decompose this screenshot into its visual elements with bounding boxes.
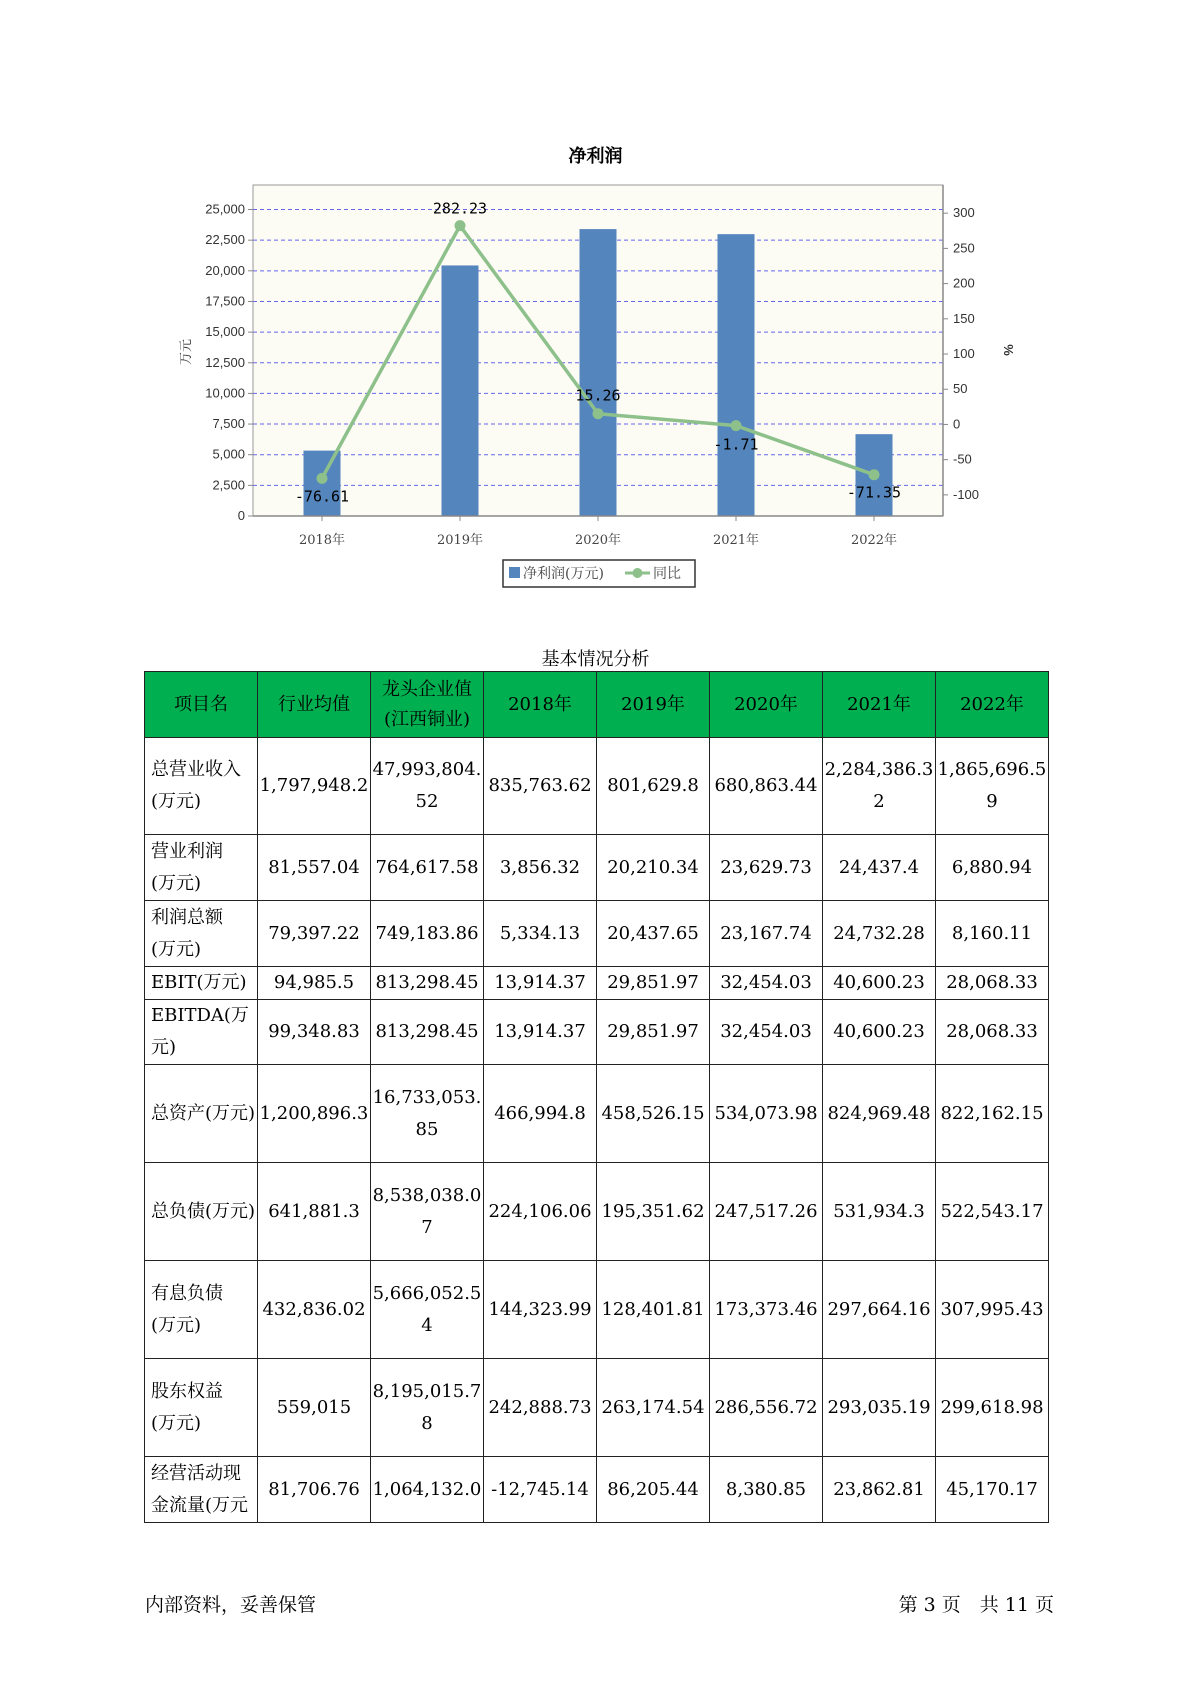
y-axis-title: 万元: [179, 338, 194, 366]
value-cell: 32,454.03: [710, 967, 823, 1000]
value-cell: 1,200,896.3: [258, 1065, 371, 1163]
y-tick-label: 5,000: [212, 446, 245, 462]
value-cell: 824,969.48: [823, 1065, 936, 1163]
y2-tick-label: 100: [953, 346, 975, 362]
value-cell: 79,397.22: [258, 901, 371, 967]
value-cell: 534,073.98: [710, 1065, 823, 1163]
row-label-cell: EBIT(万元): [145, 967, 258, 1000]
y-tick-label: 2,500: [212, 477, 245, 493]
value-cell: 99,348.83: [258, 1000, 371, 1065]
value-cell: 20,437.65: [597, 901, 710, 967]
value-cell: 24,437.4: [823, 835, 936, 901]
row-label-cell: 总资产(万元): [145, 1065, 258, 1163]
basic-analysis-table: [144, 671, 1049, 1523]
x-tick-label: 2019年: [436, 533, 484, 548]
legend-bar-label: 净利润(万元): [523, 566, 604, 582]
table-row: [145, 835, 1049, 901]
value-cell: 1,064,132.0: [371, 1457, 484, 1523]
y-tick-label: 22,500: [205, 232, 245, 248]
row-label-cell: 总负债(万元): [145, 1163, 258, 1261]
value-cell: 835,763.62: [484, 738, 597, 835]
value-cell: 801,629.8: [597, 738, 710, 835]
y-tick-label: 12,500: [205, 354, 245, 370]
value-cell: 128,401.81: [597, 1261, 710, 1359]
x-tick-label: 2021年: [712, 533, 760, 548]
value-cell: 8,195,015.78: [371, 1359, 484, 1457]
chart-title: 净利润: [568, 146, 623, 167]
value-cell: 5,666,052.54: [371, 1261, 484, 1359]
data-label: -76.61: [294, 487, 350, 506]
value-cell: 247,517.26: [710, 1163, 823, 1261]
header-cell: 2019年: [597, 672, 710, 738]
yoy-point: [593, 408, 604, 419]
value-cell: 13,914.37: [484, 1000, 597, 1065]
yoy-point: [455, 220, 466, 231]
table-title: 基本情况分析: [541, 649, 650, 670]
value-cell: 822,162.15: [936, 1065, 1049, 1163]
value-cell: 522,543.17: [936, 1163, 1049, 1261]
value-cell: 195,351.62: [597, 1163, 710, 1261]
value-cell: 144,323.99: [484, 1261, 597, 1359]
value-cell: 299,618.98: [936, 1359, 1049, 1457]
value-cell: 559,015: [258, 1359, 371, 1457]
yoy-point: [317, 473, 328, 484]
value-cell: 531,934.3: [823, 1163, 936, 1261]
net-profit-chart: [0, 0, 1191, 600]
value-cell: 1,797,948.2: [258, 738, 371, 835]
row-label-cell: 股东权益 (万元): [145, 1359, 258, 1457]
table-row: [145, 738, 1049, 835]
bar: [580, 229, 617, 516]
value-cell: 40,600.23: [823, 967, 936, 1000]
table-row: [145, 1261, 1049, 1359]
table-row: [145, 1163, 1049, 1261]
y2-tick-label: 50: [953, 381, 968, 397]
y-tick-label: 20,000: [205, 262, 245, 278]
value-cell: 81,557.04: [258, 835, 371, 901]
yoy-point: [731, 420, 742, 431]
value-cell: 40,600.23: [823, 1000, 936, 1065]
y2-tick-label: 200: [953, 275, 975, 291]
legend-line-marker: [633, 568, 643, 578]
header-cell: 2020年: [710, 672, 823, 738]
value-cell: 5,334.13: [484, 901, 597, 967]
row-label-cell: 经营活动现 金流量(万元: [145, 1457, 258, 1523]
value-cell: 47,993,804.52: [371, 738, 484, 835]
y-tick-label: 17,500: [205, 293, 245, 309]
value-cell: 86,205.44: [597, 1457, 710, 1523]
value-cell: 173,373.46: [710, 1261, 823, 1359]
y-tick-label: 25,000: [205, 201, 245, 217]
x-tick-label: 2020年: [574, 533, 622, 548]
bar: [718, 234, 755, 516]
value-cell: 764,617.58: [371, 835, 484, 901]
value-cell: 307,995.43: [936, 1261, 1049, 1359]
header-cell: 行业均值: [258, 672, 371, 738]
value-cell: 813,298.45: [371, 967, 484, 1000]
value-cell: 680,863.44: [710, 738, 823, 835]
value-cell: 293,035.19: [823, 1359, 936, 1457]
data-label: -71.35: [846, 483, 902, 502]
legend-bar-swatch: [509, 567, 520, 578]
table-row: [145, 1065, 1049, 1163]
y-tick-label: 0: [237, 508, 245, 523]
value-cell: 813,298.45: [371, 1000, 484, 1065]
row-label-cell: 营业利润 (万元): [145, 835, 258, 901]
header-cell: 2018年: [484, 672, 597, 738]
value-cell: 641,881.3: [258, 1163, 371, 1261]
bar: [442, 265, 479, 516]
value-cell: 1,865,696.59: [936, 738, 1049, 835]
value-cell: 32,454.03: [710, 1000, 823, 1065]
value-cell: 432,836.02: [258, 1261, 371, 1359]
value-cell: 749,183.86: [371, 901, 484, 967]
value-cell: 297,664.16: [823, 1261, 936, 1359]
table-row: [145, 967, 1049, 1000]
value-cell: 224,106.06: [484, 1163, 597, 1261]
value-cell: -12,745.14: [484, 1457, 597, 1523]
value-cell: 2,284,386.32: [823, 738, 936, 835]
y2-tick-label: 300: [953, 205, 975, 221]
header-cell: 2022年: [936, 672, 1049, 738]
legend-line-label: 同比: [653, 566, 681, 582]
y2-tick-label: 0: [953, 416, 961, 432]
table-header-row: [145, 672, 1049, 738]
value-cell: 6,880.94: [936, 835, 1049, 901]
footer-confidential-note: 内部资料，妥善保管: [145, 1594, 317, 1616]
header-cell: 龙头企业值 (江西铜业): [371, 672, 484, 738]
y-tick-label: 7,500: [212, 416, 245, 432]
row-label-cell: 利润总额 (万元): [145, 901, 258, 967]
row-label-cell: 总营业收入 (万元): [145, 738, 258, 835]
y2-tick-label: -100: [953, 486, 980, 502]
y2-tick-label: -50: [953, 451, 972, 467]
footer-page-number: 第 3 页 共 11 页: [898, 1594, 1054, 1616]
value-cell: 13,914.37: [484, 967, 597, 1000]
row-label-cell: EBITDA(万元): [145, 1000, 258, 1065]
value-cell: 3,856.32: [484, 835, 597, 901]
value-cell: 458,526.15: [597, 1065, 710, 1163]
y-tick-label: 15,000: [205, 324, 245, 340]
y2-axis-title: %: [1001, 344, 1016, 356]
header-cell: 2021年: [823, 672, 936, 738]
y2-tick-label: 250: [953, 240, 975, 256]
y-tick-label: 10,000: [205, 385, 245, 401]
value-cell: 8,380.85: [710, 1457, 823, 1523]
value-cell: 286,556.72: [710, 1359, 823, 1457]
value-cell: 23,629.73: [710, 835, 823, 901]
value-cell: 28,068.33: [936, 967, 1049, 1000]
header-cell: 项目名: [145, 672, 258, 738]
value-cell: 466,994.8: [484, 1065, 597, 1163]
row-label-cell: 有息负债 (万元): [145, 1261, 258, 1359]
data-label: -1.71: [713, 435, 759, 454]
value-cell: 94,985.5: [258, 967, 371, 1000]
value-cell: 23,862.81: [823, 1457, 936, 1523]
x-tick-label: 2018年: [298, 533, 346, 548]
table-row: [145, 901, 1049, 967]
value-cell: 45,170.17: [936, 1457, 1049, 1523]
data-label: 15.26: [575, 386, 621, 405]
value-cell: 242,888.73: [484, 1359, 597, 1457]
value-cell: 20,210.34: [597, 835, 710, 901]
value-cell: 81,706.76: [258, 1457, 371, 1523]
value-cell: 8,160.11: [936, 901, 1049, 967]
y2-tick-label: 150: [953, 310, 975, 326]
value-cell: 24,732.28: [823, 901, 936, 967]
legend: [503, 560, 695, 587]
value-cell: 28,068.33: [936, 1000, 1049, 1065]
value-cell: 8,538,038.07: [371, 1163, 484, 1261]
value-cell: 263,174.54: [597, 1359, 710, 1457]
value-cell: 29,851.97: [597, 1000, 710, 1065]
value-cell: 16,733,053.85: [371, 1065, 484, 1163]
table-row: [145, 1359, 1049, 1457]
table-body: [145, 738, 1049, 1523]
yoy-point: [869, 469, 880, 480]
value-cell: 23,167.74: [710, 901, 823, 967]
table-row: [145, 1457, 1049, 1523]
x-tick-label: 2022年: [850, 533, 898, 548]
value-cell: 29,851.97: [597, 967, 710, 1000]
data-label: 282.23: [432, 199, 488, 218]
table-row: [145, 1000, 1049, 1065]
